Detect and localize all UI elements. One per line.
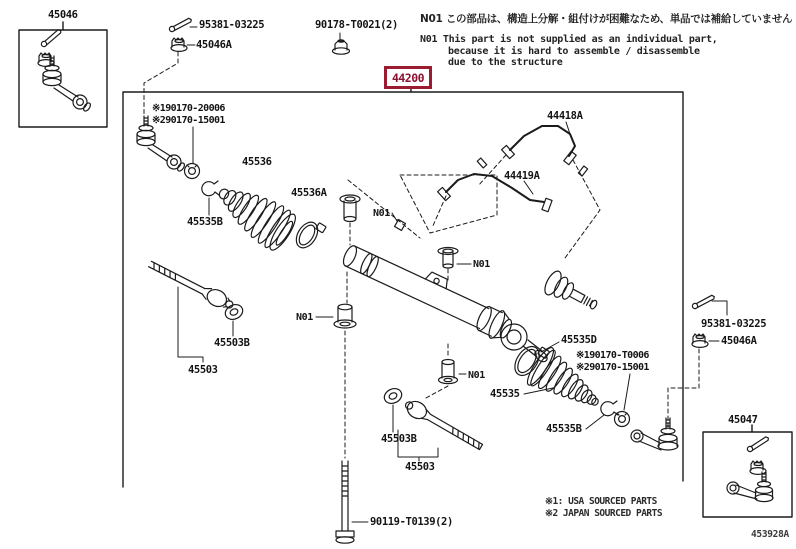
note-n01-japanese: N01 この部品は、構造上分解・組付けが困難なため、単品では補給していません [420,13,793,25]
note-n01-english-line1: N01 This part is not supplied as an individual part, [420,34,718,45]
callout-95381-03225-right[interactable]: 95381-03225 [701,318,767,330]
callout-45503-bottom[interactable]: 45503 [405,461,435,473]
callout-45535[interactable]: 45535 [490,388,520,400]
callout-45503-left[interactable]: 45503 [188,364,218,376]
callout-44419A[interactable]: 44419A [504,170,540,182]
cotter-pin-icon [168,18,193,32]
footnote-source-2: ※2 JAPAN SOURCED PARTS [545,508,663,519]
selected-part-number: 44200 [391,70,425,85]
footnote-source-1: ※1: USA SOURCED PARTS [545,496,657,507]
claw-washer-45503B-drawing [223,302,404,406]
leader-lines [178,27,727,522]
boot-clamp-45536A-drawing [292,216,326,253]
control-valve-drawing [542,269,602,318]
callout-45536A[interactable]: 45536A [291,187,327,199]
callout-90170-20006[interactable]: ※190170-20006 [152,103,225,114]
steering-rack-body-drawing [339,236,518,344]
callout-N01-b: N01 [473,259,490,270]
inner-tie-rod-drawing [146,257,236,313]
callout-44418A[interactable]: 44418A [547,110,583,122]
callout-45047-inset[interactable]: 45047 [728,414,758,426]
left-inset-box [19,22,107,127]
callout-45503B-left[interactable]: 45503B [214,337,250,349]
callout-90170-15001-left[interactable]: ※290170-15001 [152,115,225,126]
callout-45046-inset[interactable]: 45046 [48,9,78,21]
callout-N01-c: N01 [296,312,313,323]
callout-45535B-right[interactable]: 45535B [546,423,582,435]
boot-clip-45535B-drawing [202,181,618,416]
callout-90119-T0139[interactable]: 90119-T0139(2) [370,516,453,528]
mount-grommet-drawing [439,360,458,384]
note-n01-english-line3: due to the structure [448,57,563,68]
castle-nut-icon [171,38,187,51]
note-n01-english-line2: because it is hard to assemble / disassemble [448,46,700,57]
tie-rod-end-drawing [631,418,678,450]
callout-45503B-bottom[interactable]: 45503B [381,433,417,445]
mount-grommet-drawing [334,304,356,328]
cotter-pin-icon [39,29,64,48]
cotter-pin-icon [746,436,771,452]
castle-nut-icon [750,461,766,474]
inner-tie-rod-drawing [402,397,485,454]
tie-rod-end-drawing [727,472,773,502]
mounting-bolt-drawing [336,461,354,543]
callout-45046A-right[interactable]: 45046A [721,335,757,347]
rack-stopper-drawing [340,195,360,222]
callout-45535D[interactable]: 45535D [561,334,597,346]
pinion-housing-drawing [501,324,549,364]
pipe-fitting-icon [477,145,576,168]
figure-code: 453928A [751,529,789,540]
mount-grommet-drawing [438,248,458,269]
flange-nut-icon [333,40,350,54]
callout-45536[interactable]: 45536 [242,156,272,168]
right-inset-box [703,425,792,517]
callout-90178-T0021[interactable]: 90178-T0021(2) [315,19,398,31]
callout-95381-03225-left[interactable]: 95381-03225 [199,19,265,31]
callout-N01-a: N01 [373,208,390,219]
castle-nut-icon [692,334,708,347]
callout-90170-T0006[interactable]: ※190170-T0006 [576,350,649,361]
callout-45046A-left[interactable]: 45046A [196,39,232,51]
assembly-dashed-lines [144,52,699,458]
rack-boot-45536-drawing [208,173,300,254]
main-frame [123,88,683,487]
pressure-tube-44418A-drawing [510,126,575,156]
callout-90170-15001-right[interactable]: ※290170-15001 [576,362,649,373]
selected-part-badge[interactable] [384,66,432,89]
callout-45535B-left[interactable]: 45535B [187,216,223,228]
cotter-pin-icon [691,295,716,309]
tie-rod-end-drawing [43,56,92,112]
callout-N01-d: N01 [468,370,485,381]
